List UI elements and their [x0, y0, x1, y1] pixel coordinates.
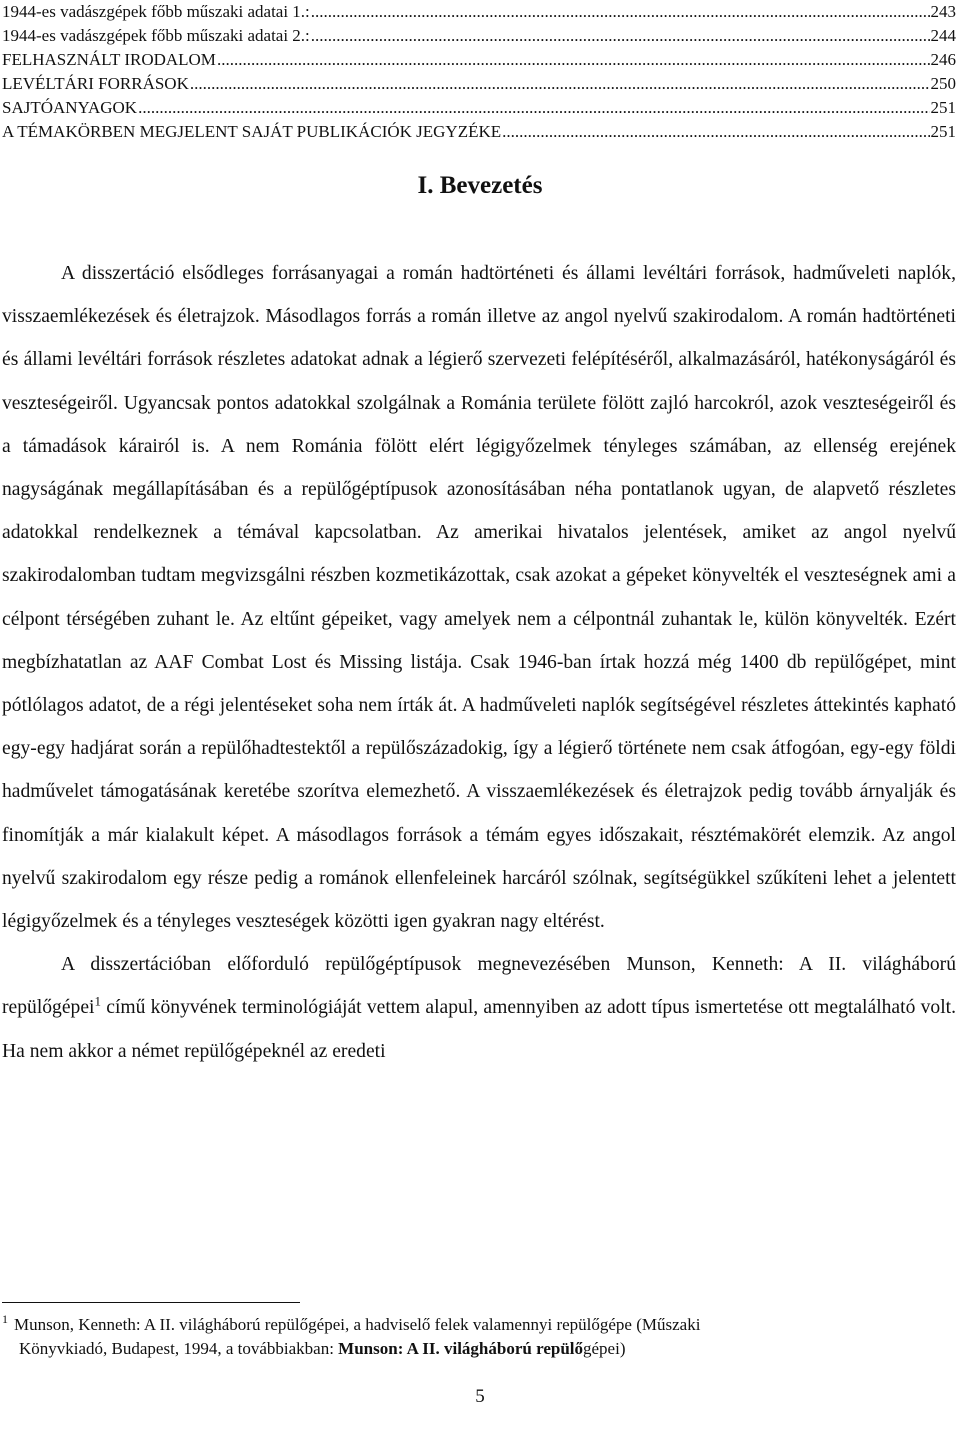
- toc-entry[interactable]: [2, 72, 956, 96]
- toc-entry[interactable]: [2, 0, 956, 24]
- body-text: [2, 252, 956, 1073]
- toc-leader-dots: [138, 96, 929, 120]
- footnote-reference[interactable]: 1: [94, 993, 101, 1009]
- toc-leader-dots: [502, 120, 929, 144]
- footnote-line: [2, 1337, 932, 1361]
- toc-entry[interactable]: [2, 96, 956, 120]
- toc-entry-title: FELHASZNÁLT IRODALOM: [2, 50, 216, 69]
- chapter-heading: I. Bevezetés: [417, 172, 543, 199]
- toc-entry-title: LEVÉLTÁRI FORRÁSOK: [2, 74, 189, 93]
- toc-entry-page: 250: [930, 74, 956, 93]
- toc-entry-page: 243: [930, 2, 956, 21]
- toc-entry-title: SAJTÓANYAGOK: [2, 98, 138, 117]
- toc-entry-page: 246: [930, 50, 956, 69]
- paragraph: [2, 943, 956, 1073]
- page-number: 5: [475, 1386, 485, 1407]
- toc-entry-page: 244: [930, 26, 956, 45]
- toc-leader-dots: [217, 48, 930, 72]
- paragraph: A disszertáció elsődleges forrásanyagai a román hadtörténeti és állami levéltári források, hadműveleti naplók, visszaemlékezések és életrajzok. Másodlagos forrás a román illetve az angol nyelvű szakirodalom. A román hadtörténeti és állami levéltári források részletes adatokat adnak a légierő szervezeti felépítéséről, alkalmazásáról, hatékonyságáról és veszteségeiről. Ugyancsak pontos adatokkal szolgálnak a Románia területe fölött zajló harcokról, azok veszteségeiről és a támadások kárairól is. A nem Románia fölött elért légigyőzelmek tényleges számában, az ellenség erejének nagyságának megállapításában és a repülőgéptípusok azonosításában néha pontatlanok ugyan, de alapvető részletes adatokkal rendelkeznek a témával kapcsolatban. Az amerikai hivatalos jelentések, amiket az angol nyelvű szakirodalomban tudtam megvizsgálni részben kozmetikázottak, csak azokat a gépeket könyvelték el veszteségnek ami a célpont térségében zuhant le. Az eltűnt gépeiket, vagy amelyek nem a célpontnál zuhantak le, külön könyvelték. Ezért megbízhatatlan az AAF Combat Lost és Missing listája. Csak 1946-ban írtak hozzá még 1400 db repülőgépet, mint pótlólagos adatot, de a régi jelentéseket soha nem írták át. A hadműveleti naplók segítségével részletes áttekintés kapható egy-egy hadjárat során a repülőhadtestektől a repülőszázadokig, így a légierő története nem csak átfogóan, egy-egy földi hadművelet támogatásának keretébe szorítva elemezhető. A visszaemlékezések és életrajzok pedig tovább árnyalják és finomítják a már kialakult képet. A másodlagos források a témám egyes időszakait, résztémakörét elemzik. Az angol nyelvű szakirodalom egy része pedig a románok ellenfeleinek harcáról szólnak, segítségükkel szűkíteni lehet a jelentett légigyőzelmek és a tényleges veszteségek közötti igen gyakran nagy eltérést.: [2, 263, 956, 933]
- toc-entry-page: 251: [930, 98, 956, 117]
- toc-entry[interactable]: [2, 120, 956, 144]
- toc-entry-title: A TÉMAKÖRBEN MEGJELENT SAJÁT PUBLIKÁCIÓK JEGYZÉKE: [2, 122, 502, 141]
- footnote-short-citation: Munson: A II. világháború repülő: [338, 1339, 584, 1358]
- toc-leader-dots: [190, 72, 930, 96]
- paragraph-text: című könyvének terminológiáját vettem alapul, amennyiben az adott típus ismertetése ott megtalálható volt. Ha nem akkor a német repülőgépeknél az eredeti: [2, 997, 956, 1062]
- toc-entry[interactable]: [2, 24, 956, 48]
- toc-entry-title: 1944-es vadászgépek főbb műszaki adatai 1.:: [2, 2, 310, 21]
- paragraph-text: A disszertációban előforduló repülőgéptípusok megnevezésében Munson, Kenneth: A II. világháború repülőgépei: [2, 954, 956, 1019]
- toc-leader-dots: [311, 24, 930, 48]
- footnote-mark: 1: [2, 1312, 8, 1327]
- toc-entry-title: 1944-es vadászgépek főbb műszaki adatai 2.:: [2, 26, 310, 45]
- footnote-separator: [2, 1302, 300, 1303]
- footnote: [2, 1313, 932, 1361]
- footnote-text: gépei): [583, 1339, 626, 1358]
- toc-entry[interactable]: [2, 48, 956, 72]
- footnote-text: Munson, Kenneth: A II. világháború repülőgépei, a hadviselő felek valamennyi repülőgépe (Műszaki: [14, 1315, 701, 1334]
- toc-leader-dots: [311, 0, 930, 24]
- toc-entry-page: 251: [930, 122, 956, 141]
- table-of-contents: [2, 0, 956, 144]
- footnote-line: [2, 1313, 932, 1337]
- footnote-text: Könyvkiadó, Budapest, 1994, a továbbiakban:: [19, 1339, 339, 1358]
